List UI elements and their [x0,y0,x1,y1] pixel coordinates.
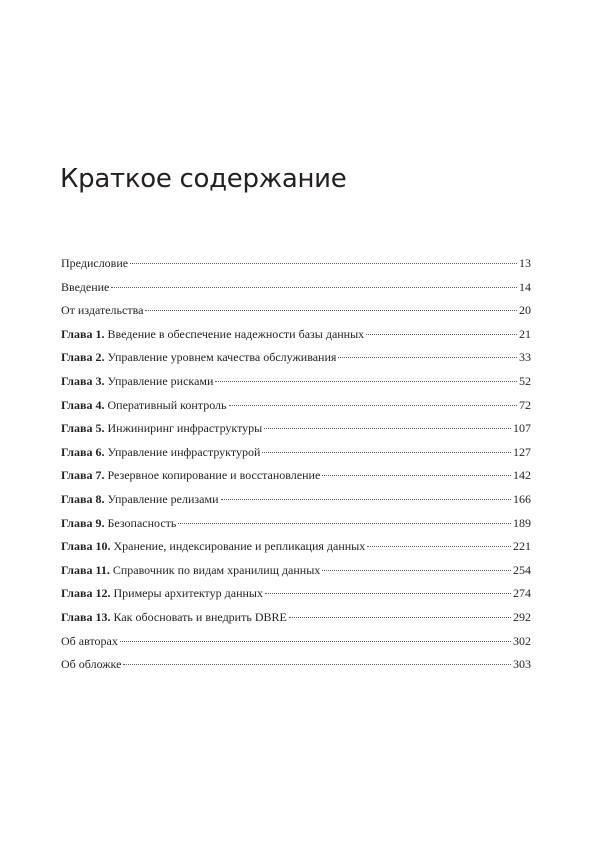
toc-chapter-number: Глава 10. [61,539,111,554]
toc-entry-title: Резервное копирование и восстановление [107,468,321,483]
toc-chapter-number: Глава 5. [61,421,105,436]
toc-entry[interactable] [61,256,531,280]
toc-entry[interactable] [61,327,531,351]
toc-entry-label [61,468,320,483]
toc-entry-title: Управление инфраструктурой [107,444,261,459]
dot-leader [120,641,511,642]
toc-entry-label [61,563,320,578]
toc-chapter-number: Глава 2. [61,350,105,365]
toc-entry-title: Примеры архитектур данных [113,586,263,601]
toc-entry[interactable] [61,398,531,422]
dot-leader [338,357,517,358]
toc-entry-label [61,421,262,436]
toc-entry-title: Введение [61,279,110,294]
toc-entry[interactable] [61,421,531,445]
dot-leader [221,499,512,500]
toc-entry[interactable] [61,634,531,658]
toc-chapter-number: Глава 7. [61,468,105,483]
toc-page-number: 274 [513,586,531,601]
toc-page-number: 303 [513,657,531,672]
toc-entry-title: Безопасность [107,515,177,530]
toc-page-number: 254 [513,562,531,577]
dot-leader [289,617,511,618]
toc-chapter-number: Глава 6. [61,444,105,459]
page-title: Краткое содержание [60,164,347,194]
toc-entry-label [61,303,143,318]
toc-entry-title: Хранение, индексирование и репликация данных [113,539,366,554]
toc-entry-label [61,516,176,531]
toc-page-number: 52 [519,373,531,388]
toc-page-number: 189 [513,515,531,530]
toc-entry[interactable] [61,563,531,587]
toc-page-number: 21 [519,326,531,341]
dot-leader [123,664,511,665]
toc-entry-title: Об авторах [61,633,118,648]
toc-entry-label [61,445,260,460]
dot-leader [130,263,517,264]
toc-page-number: 292 [513,609,531,624]
dot-leader [262,452,511,453]
toc-chapter-number: Глава 8. [61,491,105,506]
toc-entry-label [61,610,287,625]
toc-entry[interactable] [61,280,531,304]
toc-entry-label [61,539,365,554]
toc-entry-label [61,657,121,672]
dot-leader [111,287,517,288]
toc-entry-label [61,586,263,601]
toc-entry-title: Предисловие [61,256,129,270]
table-of-contents [61,256,531,681]
toc-chapter-number: Глава 13. [61,609,111,624]
toc-entry-title: От издательства [61,303,144,318]
dot-leader [145,310,517,311]
toc-entry-label [61,256,128,271]
dot-leader [265,593,511,594]
toc-chapter-number: Глава 12. [61,586,111,601]
dot-leader [366,334,517,335]
toc-page-number: 127 [513,444,531,459]
toc-page-number: 302 [513,633,531,648]
dot-leader [215,381,517,382]
dot-leader [322,570,511,571]
toc-page-number: 14 [519,279,531,294]
toc-chapter-number: Глава 3. [61,373,105,388]
toc-page-number: 72 [519,397,531,412]
toc-entry[interactable] [61,492,531,516]
toc-chapter-number: Глава 4. [61,397,105,412]
toc-entry-title: Введение в обеспечение надежности базы данных [107,326,365,341]
dot-leader [322,475,511,476]
toc-entry[interactable] [61,445,531,469]
toc-entry-title: Управление уровнем качества обслуживания [107,350,337,365]
toc-entry[interactable] [61,516,531,540]
toc-entry[interactable] [61,374,531,398]
toc-entry[interactable] [61,539,531,563]
toc-entry[interactable] [61,303,531,327]
toc-chapter-number: Глава 11. [61,562,110,577]
toc-entry-label [61,398,227,413]
dot-leader [229,405,517,406]
toc-chapter-number: Глава 9. [61,515,105,530]
dot-leader [367,546,511,547]
toc-page-number: 142 [513,468,531,483]
toc-entry[interactable] [61,468,531,492]
toc-entry-label [61,492,219,507]
toc-entry-title: Об обложке [61,657,122,672]
toc-page-number: 107 [513,421,531,436]
toc-page-number: 166 [513,491,531,506]
toc-entry[interactable] [61,610,531,634]
toc-entry-label [61,350,336,365]
toc-entry-title: Управление релизами [107,491,219,506]
toc-chapter-number: Глава 1. [61,326,105,341]
toc-page-number: 33 [519,350,531,365]
toc-entry-label [61,280,109,295]
toc-page-number: 20 [519,303,531,318]
toc-page-number: 13 [519,256,531,270]
dot-leader [264,428,511,429]
toc-entry[interactable] [61,657,531,681]
toc-entry-title: Справочник по видам хранилищ данных [112,562,321,577]
toc-entry-label [61,374,213,389]
toc-entry-label [61,634,118,649]
toc-entry-title: Инжиниринг инфраструктуры [107,421,263,436]
toc-entry-label [61,327,364,342]
dot-leader [178,523,511,524]
toc-entry[interactable] [61,586,531,610]
toc-page-number: 221 [513,539,531,554]
toc-entry[interactable] [61,350,531,374]
toc-entry-title: Оперативный контроль [107,397,227,412]
toc-entry-title: Как обосновать и внедрить DBRE [113,609,287,624]
toc-entry-title: Управление рисками [107,373,214,388]
